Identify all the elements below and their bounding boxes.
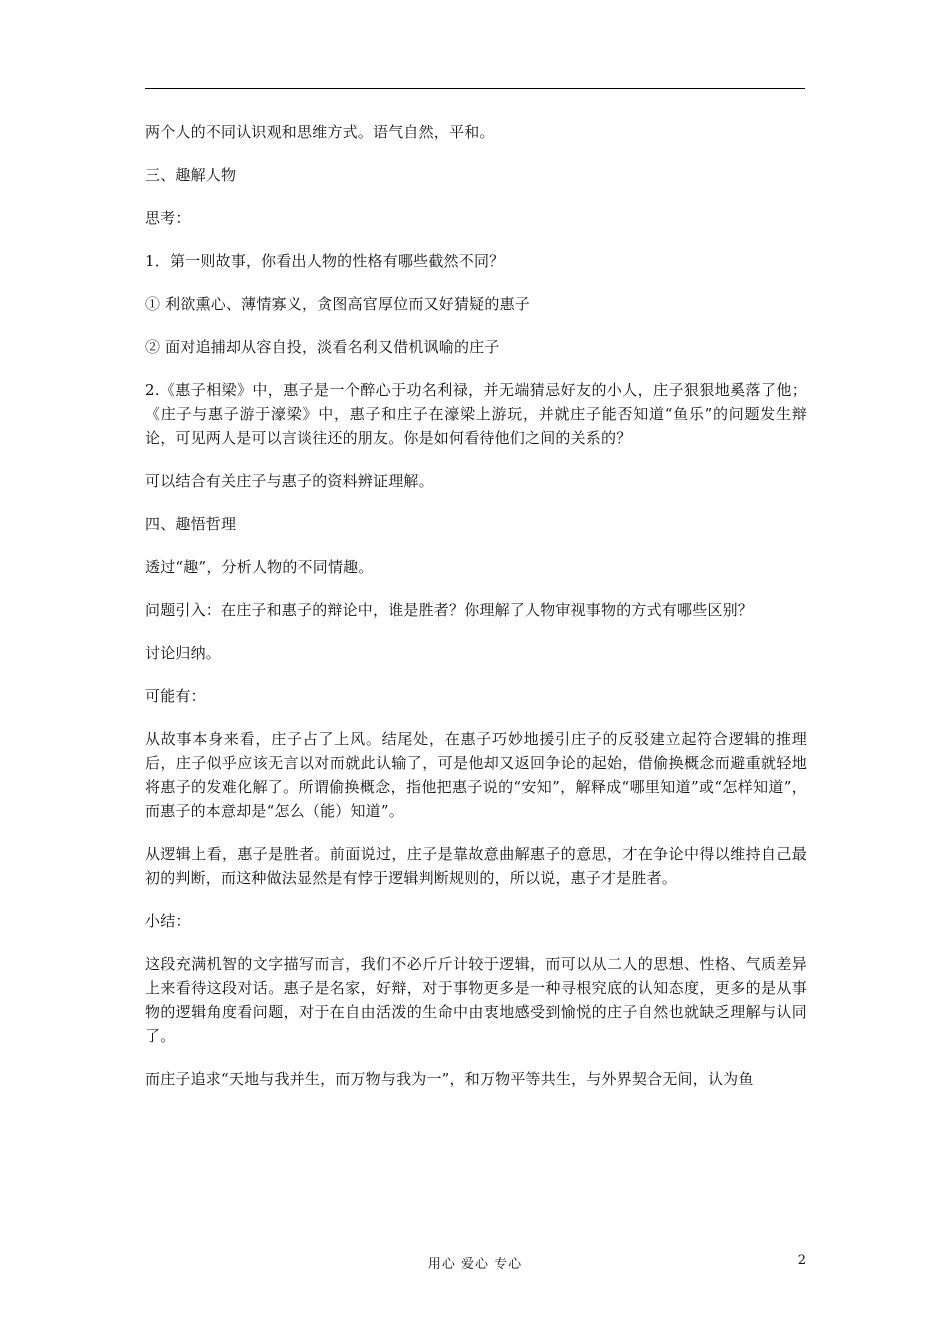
page-number: 2 bbox=[797, 1253, 806, 1268]
paragraph: 可能有： bbox=[145, 687, 206, 705]
answer-item-1: ① 利欲熏心、薄情寡义，贪图高官厚位而又好猜疑的惠子 bbox=[145, 295, 530, 313]
paragraph: 两个人的不同认识观和思维方式。语气自然，平和。 bbox=[145, 123, 495, 141]
paragraph: 而庄子追求“天地与我并生，而万物与我为一”，和万物平等共生，与外界契合无间，认为鱼 bbox=[145, 1070, 754, 1088]
section-heading: 三、趣解人物 bbox=[145, 166, 237, 184]
paragraph: 思考： bbox=[145, 209, 191, 227]
question-2: 2.《惠子相梁》中，惠子是一个醉心于功名利禄，并无端猜忌好友的小人，庄子狠狠地奚落了他；《庄子与惠子游于濠梁》中，惠子和庄子在濠梁上游玩，并就庄子能否知道“鱼乐”的问题发生辩论，可见两人是可以言谈往还的朋友。你是如何看待他们之间的关系的？ bbox=[145, 381, 807, 447]
paragraph: 从故事本身来看，庄子占了上风。结尾处，在惠子巧妙地援引庄子的反驳建立起符合逻辑的推理后，庄子似乎应该无言以对而就此认输了，可是他却又返回争论的起始，借偷换概念而避重就轻地将惠子的发难化解了。所谓偷换概念，指他把惠子说的“安知”，解释成“哪里知道”或“怎样知道”，而惠子的本意却是“怎么（能）知道”。 bbox=[145, 730, 807, 820]
question-1: 1．第一则故事，你看出人物的性格有哪些截然不同？ bbox=[145, 252, 505, 270]
footer-motto: 用心 爱心 专心 bbox=[427, 1257, 523, 1272]
answer-item-2: ② 面对追捕却从容自投，淡看名利又借机讽喻的庄子 bbox=[145, 338, 500, 356]
paragraph: 问题引入：在庄子和惠子的辩论中，谁是胜者？你理解了人物审视事物的方式有哪些区别？ bbox=[145, 601, 754, 619]
paragraph: 从逻辑上看，惠子是胜者。前面说过，庄子是靠故意曲解惠子的意思，才在争论中得以维持自己最初的判断，而这种做法显然是有悖于逻辑判断规则的，所以说，惠子才是胜者。 bbox=[145, 845, 807, 887]
paragraph: 这段充满机智的文字描写而言，我们不必斤斤计较于逻辑，而可以从二人的思想、性格、气质差异上来看待这段对话。惠子是名家，好辩，对于事物更多是一种寻根究底的认知态度，更多的是从事物的逻辑角度看问题，对于在自由活泼的生命中由衷地感受到愉悦的庄子自然也就缺乏理解与认同了。 bbox=[145, 955, 807, 1045]
paragraph: 讨论归纳。 bbox=[145, 644, 222, 662]
paragraph: 可以结合有关庄子与惠子的资料辨证理解。 bbox=[145, 472, 434, 490]
paragraph: 小结： bbox=[145, 912, 191, 930]
document-body bbox=[145, 120, 807, 1110]
header-rule bbox=[145, 88, 805, 89]
section-heading: 四、趣悟哲理 bbox=[145, 515, 237, 533]
paragraph: 透过“趣”，分析人物的不同情趣。 bbox=[145, 558, 374, 576]
